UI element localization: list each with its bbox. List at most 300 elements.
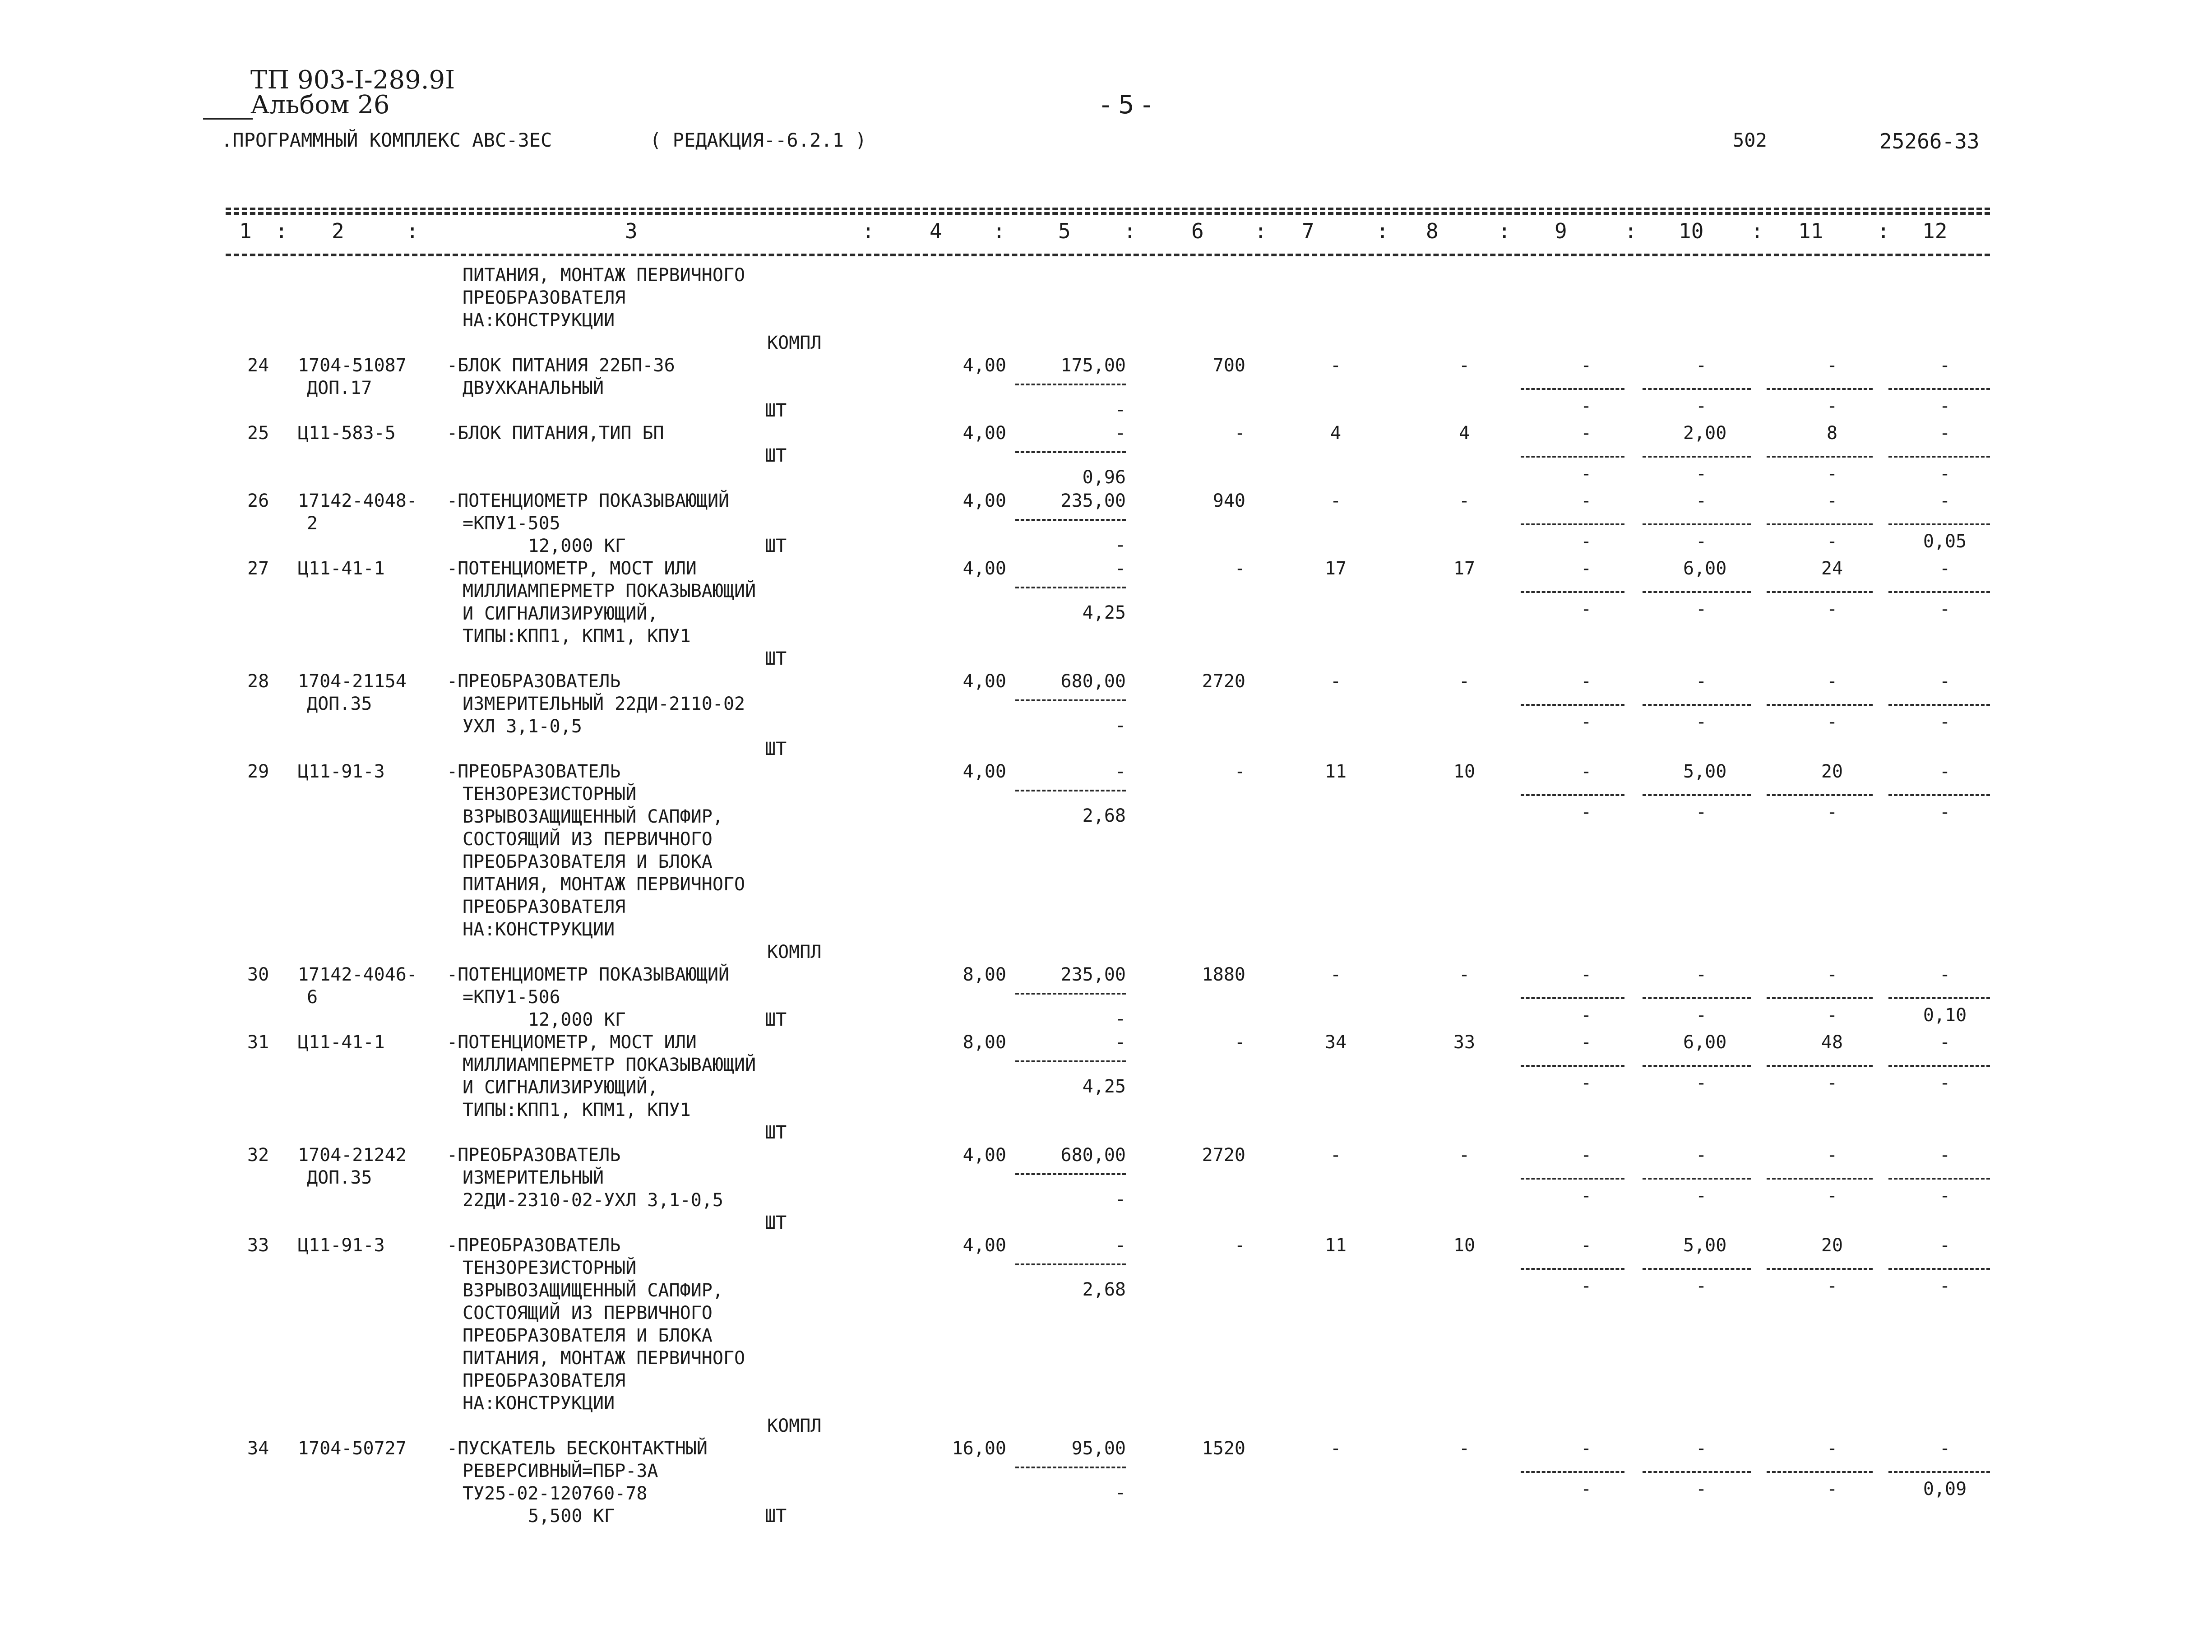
value-c7: - xyxy=(1330,491,1342,511)
value-c10: - xyxy=(1695,671,1707,692)
row-number: 24 xyxy=(247,355,269,376)
unit-price: - xyxy=(1115,423,1126,444)
item-code: 1704-50727 xyxy=(298,1438,407,1459)
total-cost: 2720 xyxy=(1202,1145,1245,1166)
total-cost: 1880 xyxy=(1202,964,1245,985)
value-c10: 6,00 xyxy=(1683,1032,1727,1053)
item-description: -ПРЕОБРАЗОВАТЕЛЬ xyxy=(447,1145,621,1166)
value-c10: 5,00 xyxy=(1683,1235,1727,1256)
value-denominator: - xyxy=(1580,1479,1592,1499)
column-number: 11 xyxy=(1798,219,1823,243)
page-number: - 5 - xyxy=(1101,90,1152,120)
value-c8: 4 xyxy=(1458,423,1470,444)
value-denominator: - xyxy=(1939,396,1951,416)
value-denominator: - xyxy=(1580,599,1592,620)
value-denominator: - xyxy=(1826,1276,1838,1296)
fraction-rule xyxy=(1888,794,1990,796)
unit-price: 235,00 xyxy=(1060,964,1126,985)
continuation-line: ПРЕОБРАЗОВАТЕЛЯ xyxy=(463,287,626,308)
album-label: Альбом 26 xyxy=(250,90,390,120)
quantity: 4,00 xyxy=(963,1145,1006,1166)
value-c12: - xyxy=(1939,761,1951,782)
fraction-rule xyxy=(1521,794,1624,796)
value-denominator: - xyxy=(1939,599,1951,620)
item-description: -ПОТЕНЦИОМЕТР ПОКАЗЫВАЮЩИЙ xyxy=(447,964,730,985)
value-denominator: - xyxy=(1695,1479,1707,1499)
continuation-line: НА:КОНСТРУКЦИИ xyxy=(463,310,615,331)
fraction-rule xyxy=(1767,704,1873,706)
item-description: ИЗМЕРИТЕЛЬНЫЙ xyxy=(463,1167,604,1188)
fraction-rule xyxy=(1521,388,1624,390)
value-c11: - xyxy=(1826,671,1838,692)
document-code: ТП 903-I-289.9I xyxy=(250,65,455,95)
item-code-suffix: ДОП.35 xyxy=(307,1167,372,1188)
value-c7: 34 xyxy=(1324,1032,1347,1053)
value-denominator: - xyxy=(1580,531,1592,552)
fraction-rule xyxy=(1767,591,1873,593)
column-separator: : xyxy=(1254,219,1267,243)
item-code: 1704-21242 xyxy=(298,1145,407,1166)
fraction-rule xyxy=(1888,456,1990,458)
fraction-rule xyxy=(1888,591,1990,593)
item-description: СОСТОЯЩИЙ ИЗ ПЕРВИЧНОГО xyxy=(463,1303,713,1323)
edition-label: ( РЕДАКЦИЯ--6.2.1 ) xyxy=(650,129,867,151)
sheet-code-left: 502 xyxy=(1733,129,1767,151)
value-denominator: - xyxy=(1826,1185,1838,1206)
total-cost: 940 xyxy=(1212,491,1245,511)
value-c9: - xyxy=(1580,671,1592,692)
value-denominator: - xyxy=(1580,1276,1592,1296)
column-number: 2 xyxy=(332,219,344,243)
value-c10: - xyxy=(1695,355,1707,376)
fraction-rule xyxy=(1015,790,1126,791)
unit-price-denominator: - xyxy=(1115,535,1126,555)
value-c12: - xyxy=(1939,1032,1951,1053)
item-description: И СИГНАЛИЗИРУЮЩИЙ, xyxy=(463,1077,658,1098)
unit-label: ШТ xyxy=(765,536,787,556)
value-denominator: - xyxy=(1939,463,1951,484)
unit-label: КОМПЛ xyxy=(767,1416,822,1436)
item-description: МИЛЛИАМПЕРМЕТР ПОКАЗЫВАЮЩИЙ xyxy=(463,1055,756,1075)
quantity: 4,00 xyxy=(963,491,1006,511)
fraction-rule xyxy=(1767,997,1873,999)
header-rule-top xyxy=(226,208,1990,210)
item-weight: 12,000 КГ xyxy=(528,1009,626,1030)
value-denominator: - xyxy=(1826,802,1838,823)
unit-price-denominator: - xyxy=(1115,715,1126,736)
value-denominator: - xyxy=(1939,1185,1951,1206)
column-separator: : xyxy=(1624,219,1637,243)
value-c7: 4 xyxy=(1330,423,1342,444)
item-code-suffix: 2 xyxy=(307,513,318,534)
fraction-rule xyxy=(1015,519,1126,521)
value-c7: - xyxy=(1330,964,1342,985)
value-c7: - xyxy=(1330,1438,1342,1459)
unit-label: ШТ xyxy=(765,445,787,466)
item-code: 17142-4048- xyxy=(298,491,417,511)
fraction-rule xyxy=(1015,587,1126,588)
fraction-rule xyxy=(1643,1178,1751,1180)
fraction-rule xyxy=(1643,794,1751,796)
unit-price: - xyxy=(1115,1032,1126,1053)
quantity: 4,00 xyxy=(963,355,1006,376)
value-denominator: - xyxy=(1826,712,1838,732)
value-c9: - xyxy=(1580,355,1592,376)
row-number: 29 xyxy=(247,761,269,782)
item-description: =КПУ1-505 xyxy=(463,513,560,534)
quantity: 16,00 xyxy=(952,1438,1006,1459)
value-c7: 11 xyxy=(1324,1235,1347,1256)
item-description: ТЕНЗОРЕЗИСТОРНЫЙ xyxy=(463,1258,637,1278)
fraction-rule xyxy=(1521,1178,1624,1180)
item-code: Ц11-41-1 xyxy=(298,1032,385,1053)
value-c9: - xyxy=(1580,1145,1592,1166)
unit-label: ШТ xyxy=(765,1212,787,1233)
column-number: 4 xyxy=(930,219,942,243)
column-number: 9 xyxy=(1555,219,1567,243)
value-c10: - xyxy=(1695,1438,1707,1459)
fraction-rule xyxy=(1643,704,1751,706)
value-denominator: - xyxy=(1939,1073,1951,1093)
row-number: 26 xyxy=(247,491,269,511)
column-separator: : xyxy=(406,219,419,243)
unit-price: 95,00 xyxy=(1071,1438,1126,1459)
unit-price-denominator: 4,25 xyxy=(1082,1076,1126,1097)
fraction-rule xyxy=(1521,997,1624,999)
total-cost: - xyxy=(1234,423,1245,444)
fraction-rule xyxy=(1767,523,1873,525)
item-description: -ПРЕОБРАЗОВАТЕЛЬ xyxy=(447,671,621,692)
fraction-rule xyxy=(1767,456,1873,458)
item-description: И СИГНАЛИЗИРУЮЩИЙ, xyxy=(463,603,658,624)
column-number: 3 xyxy=(625,219,638,243)
value-c9: - xyxy=(1580,491,1592,511)
item-description: 22ДИ-2310-02-УХЛ 3,1-0,5 xyxy=(463,1190,723,1211)
value-c11: - xyxy=(1826,1438,1838,1459)
row-number: 32 xyxy=(247,1145,269,1166)
fraction-rule xyxy=(1767,1178,1873,1180)
quantity: 8,00 xyxy=(963,964,1006,985)
value-denominator: - xyxy=(1695,463,1707,484)
value-c8: 33 xyxy=(1453,1032,1476,1053)
item-description: ПИТАНИЯ, МОНТАЖ ПЕРВИЧНОГО xyxy=(463,874,745,895)
value-c8: 10 xyxy=(1453,761,1476,782)
item-description: ПРЕОБРАЗОВАТЕЛЯ И БЛОКА xyxy=(463,851,713,872)
fraction-rule xyxy=(1015,1060,1126,1062)
value-c9: - xyxy=(1580,1032,1592,1053)
fraction-rule xyxy=(1643,388,1751,390)
fraction-rule xyxy=(1521,456,1624,458)
item-code: 17142-4046- xyxy=(298,964,417,985)
value-c12: - xyxy=(1939,671,1951,692)
underline-mark xyxy=(203,118,253,120)
fraction-rule xyxy=(1015,1173,1126,1175)
value-c8: - xyxy=(1458,1438,1470,1459)
value-c12: - xyxy=(1939,1145,1951,1166)
value-denominator: 0,09 xyxy=(1923,1479,1967,1499)
unit-price-denominator: 2,68 xyxy=(1082,805,1126,826)
quantity: 4,00 xyxy=(963,1235,1006,1256)
item-description: -ПОТЕНЦИОМЕТР, МОСТ ИЛИ xyxy=(447,1032,697,1053)
header-rule-upper xyxy=(226,212,1990,215)
item-description: НА:КОНСТРУКЦИИ xyxy=(463,919,615,940)
fraction-rule xyxy=(1521,1268,1624,1270)
unit-label: КОМПЛ xyxy=(767,333,822,353)
item-description: ТУ25-02-120760-78 xyxy=(463,1483,648,1504)
value-denominator: - xyxy=(1826,531,1838,552)
value-c9: - xyxy=(1580,423,1592,444)
fraction-rule xyxy=(1521,704,1624,706)
item-description: ИЗМЕРИТЕЛЬНЫЙ 22ДИ-2110-02 xyxy=(463,694,745,714)
value-denominator: 0,05 xyxy=(1923,531,1967,552)
total-cost: - xyxy=(1234,558,1245,579)
item-description: ВЗРЫВОЗАЩИЩЕННЫЙ САПФИР, xyxy=(463,806,723,827)
item-description: ВЗРЫВОЗАЩИЩЕННЫЙ САПФИР, xyxy=(463,1280,723,1301)
column-separator: : xyxy=(1877,219,1890,243)
item-description: ДВУХКАНАЛЬНЫЙ xyxy=(463,378,604,398)
unit-label: ШТ xyxy=(765,1506,787,1527)
value-c12: - xyxy=(1939,1438,1951,1459)
value-denominator: - xyxy=(1580,396,1592,416)
column-separator: : xyxy=(1751,219,1763,243)
unit-price-denominator: - xyxy=(1115,1009,1126,1029)
fraction-rule xyxy=(1888,1178,1990,1180)
value-c11: - xyxy=(1826,491,1838,511)
value-denominator: - xyxy=(1695,599,1707,620)
fraction-rule xyxy=(1643,456,1751,458)
value-denominator: - xyxy=(1826,1073,1838,1093)
item-code-suffix: ДОП.35 xyxy=(307,694,372,714)
fraction-rule xyxy=(1767,794,1873,796)
row-number: 34 xyxy=(247,1438,269,1459)
column-number: 7 xyxy=(1302,219,1314,243)
fraction-rule xyxy=(1015,699,1126,701)
fraction-rule xyxy=(1643,523,1751,525)
item-description: ПИТАНИЯ, МОНТАЖ ПЕРВИЧНОГО xyxy=(463,1348,745,1369)
value-denominator: - xyxy=(1826,396,1838,416)
value-c10: - xyxy=(1695,491,1707,511)
column-separator: : xyxy=(1376,219,1389,243)
value-denominator: - xyxy=(1939,1276,1951,1296)
fraction-rule xyxy=(1888,523,1990,525)
unit-label: ШТ xyxy=(765,400,787,421)
fraction-rule xyxy=(1015,1467,1126,1468)
item-code-suffix: 6 xyxy=(307,987,318,1008)
value-c10: 5,00 xyxy=(1683,761,1727,782)
unit-price-denominator: - xyxy=(1115,399,1126,420)
value-denominator: - xyxy=(1939,712,1951,732)
item-code: 1704-51087 xyxy=(298,355,407,376)
item-description: УХЛ 3,1-0,5 xyxy=(463,716,582,737)
total-cost: - xyxy=(1234,761,1245,782)
column-separator: : xyxy=(862,219,875,243)
column-number: 5 xyxy=(1058,219,1071,243)
row-number: 25 xyxy=(247,423,269,444)
item-description: ТИПЫ:КПП1, КПМ1, КПУ1 xyxy=(463,1100,691,1120)
quantity: 4,00 xyxy=(963,761,1006,782)
value-c11: 24 xyxy=(1821,558,1843,579)
value-c8: - xyxy=(1458,491,1470,511)
value-denominator: - xyxy=(1695,802,1707,823)
value-c9: - xyxy=(1580,1438,1592,1459)
fraction-rule xyxy=(1643,591,1751,593)
item-description: СОСТОЯЩИЙ ИЗ ПЕРВИЧНОГО xyxy=(463,829,713,850)
fraction-rule xyxy=(1521,1065,1624,1067)
item-description: ТИПЫ:КПП1, КПМ1, КПУ1 xyxy=(463,626,691,647)
fraction-rule xyxy=(1888,388,1990,390)
fraction-rule xyxy=(1888,1268,1990,1270)
fraction-rule xyxy=(1015,1263,1126,1265)
item-code: Ц11-91-3 xyxy=(298,761,385,782)
fraction-rule xyxy=(1767,388,1873,390)
fraction-rule xyxy=(1643,1065,1751,1067)
value-c8: - xyxy=(1458,671,1470,692)
value-c10: 6,00 xyxy=(1683,558,1727,579)
value-c8: 17 xyxy=(1453,558,1476,579)
item-description: РЕВЕРСИВНЫЙ=ПБР-3А xyxy=(463,1461,658,1481)
value-denominator: - xyxy=(1580,1005,1592,1026)
column-separator: : xyxy=(275,219,288,243)
value-denominator: - xyxy=(1826,1479,1838,1499)
value-c12: - xyxy=(1939,558,1951,579)
row-number: 27 xyxy=(247,558,269,579)
value-denominator: - xyxy=(1580,463,1592,484)
item-weight: 5,500 КГ xyxy=(528,1506,615,1527)
fraction-rule xyxy=(1521,523,1624,525)
item-description: ТЕНЗОРЕЗИСТОРНЫЙ xyxy=(463,784,637,805)
unit-price: - xyxy=(1115,1235,1126,1256)
item-description: ПРЕОБРАЗОВАТЕЛЯ И БЛОКА xyxy=(463,1325,713,1346)
fraction-rule xyxy=(1888,1471,1990,1473)
quantity: 4,00 xyxy=(963,558,1006,579)
value-c7: 17 xyxy=(1324,558,1347,579)
value-denominator: - xyxy=(1580,1073,1592,1093)
column-separator: : xyxy=(1498,219,1511,243)
item-description: -БЛОК ПИТАНИЯ 22БП-36 xyxy=(447,355,675,376)
value-denominator: - xyxy=(1939,802,1951,823)
column-separator: : xyxy=(1124,219,1136,243)
fraction-rule xyxy=(1767,1065,1873,1067)
value-denominator: - xyxy=(1580,802,1592,823)
value-denominator: 0,10 xyxy=(1923,1005,1967,1026)
item-description: -ПУСКАТЕЛЬ БЕСКОНТАКТНЫЙ xyxy=(447,1438,708,1459)
value-denominator: - xyxy=(1695,1185,1707,1206)
value-c8: - xyxy=(1458,355,1470,376)
unit-label: ШТ xyxy=(765,739,787,759)
value-c7: 11 xyxy=(1324,761,1347,782)
value-denominator: - xyxy=(1826,463,1838,484)
fraction-rule xyxy=(1888,704,1990,706)
column-number: 1 xyxy=(239,219,252,243)
value-denominator: - xyxy=(1695,396,1707,416)
item-description: МИЛЛИАМПЕРМЕТР ПОКАЗЫВАЮЩИЙ xyxy=(463,581,756,602)
value-c8: - xyxy=(1458,964,1470,985)
fraction-rule xyxy=(1015,993,1126,995)
item-description: ПРЕОБРАЗОВАТЕЛЯ xyxy=(463,1370,626,1391)
item-description: -ПОТЕНЦИОМЕТР, МОСТ ИЛИ xyxy=(447,558,697,579)
value-c9: - xyxy=(1580,1235,1592,1256)
unit-price-denominator: 0,96 xyxy=(1082,467,1126,488)
fraction-rule xyxy=(1643,1268,1751,1270)
value-c12: - xyxy=(1939,964,1951,985)
row-number: 33 xyxy=(247,1235,269,1256)
row-number: 28 xyxy=(247,671,269,692)
fraction-rule xyxy=(1888,1065,1990,1067)
total-cost: 700 xyxy=(1212,355,1245,376)
value-c9: - xyxy=(1580,761,1592,782)
unit-price: 175,00 xyxy=(1060,355,1126,376)
header-rule-bottom xyxy=(226,254,1990,256)
unit-label: КОМПЛ xyxy=(767,942,822,963)
value-c11: - xyxy=(1826,964,1838,985)
fraction-rule xyxy=(1015,451,1126,453)
item-description: =КПУ1-506 xyxy=(463,987,560,1008)
unit-price: 680,00 xyxy=(1060,1145,1126,1166)
item-code-suffix: ДОП.17 xyxy=(307,378,372,398)
value-denominator: - xyxy=(1695,712,1707,732)
fraction-rule xyxy=(1643,997,1751,999)
value-c12: - xyxy=(1939,491,1951,511)
total-cost: 2720 xyxy=(1202,671,1245,692)
value-denominator: - xyxy=(1695,531,1707,552)
column-number: 8 xyxy=(1426,219,1439,243)
total-cost: 1520 xyxy=(1202,1438,1245,1459)
unit-label: ШТ xyxy=(765,1122,787,1143)
value-c8: 10 xyxy=(1453,1235,1476,1256)
fraction-rule xyxy=(1015,384,1126,385)
quantity: 4,00 xyxy=(963,423,1006,444)
column-number: 12 xyxy=(1922,219,1948,243)
item-description: -ПРЕОБРАЗОВАТЕЛЬ xyxy=(447,761,621,782)
item-description: -ПРЕОБРАЗОВАТЕЛЬ xyxy=(447,1235,621,1256)
item-weight: 12,000 КГ xyxy=(528,536,626,556)
fraction-rule xyxy=(1521,1471,1624,1473)
value-c12: - xyxy=(1939,1235,1951,1256)
value-c7: - xyxy=(1330,355,1342,376)
unit-price: - xyxy=(1115,761,1126,782)
item-code: 1704-21154 xyxy=(298,671,407,692)
unit-price: - xyxy=(1115,558,1126,579)
value-denominator: - xyxy=(1580,1185,1592,1206)
value-c11: 48 xyxy=(1821,1032,1843,1053)
value-denominator: - xyxy=(1826,1005,1838,1026)
item-description: НА:КОНСТРУКЦИИ xyxy=(463,1393,615,1414)
value-c10: - xyxy=(1695,964,1707,985)
continuation-line: ПИТАНИЯ, МОНТАЖ ПЕРВИЧНОГО xyxy=(463,265,745,286)
unit-price-denominator: - xyxy=(1115,1189,1126,1210)
value-c7: - xyxy=(1330,1145,1342,1166)
unit-price-denominator: 2,68 xyxy=(1082,1279,1126,1300)
value-denominator: - xyxy=(1826,599,1838,620)
total-cost: - xyxy=(1234,1032,1245,1053)
unit-price-denominator: - xyxy=(1115,1482,1126,1503)
quantity: 8,00 xyxy=(963,1032,1006,1053)
item-description: -БЛОК ПИТАНИЯ,ТИП БП xyxy=(447,423,664,444)
value-c11: - xyxy=(1826,355,1838,376)
column-separator: : xyxy=(993,219,1005,243)
fraction-rule xyxy=(1643,1471,1751,1473)
item-code: Ц11-41-1 xyxy=(298,558,385,579)
value-denominator: - xyxy=(1580,712,1592,732)
value-denominator: - xyxy=(1695,1276,1707,1296)
unit-price: 680,00 xyxy=(1060,671,1126,692)
fraction-rule xyxy=(1521,591,1624,593)
unit-price: 235,00 xyxy=(1060,491,1126,511)
value-c10: - xyxy=(1695,1145,1707,1166)
item-description: -ПОТЕНЦИОМЕТР ПОКАЗЫВАЮЩИЙ xyxy=(447,491,730,511)
unit-price-denominator: 4,25 xyxy=(1082,602,1126,623)
fraction-rule xyxy=(1888,997,1990,999)
